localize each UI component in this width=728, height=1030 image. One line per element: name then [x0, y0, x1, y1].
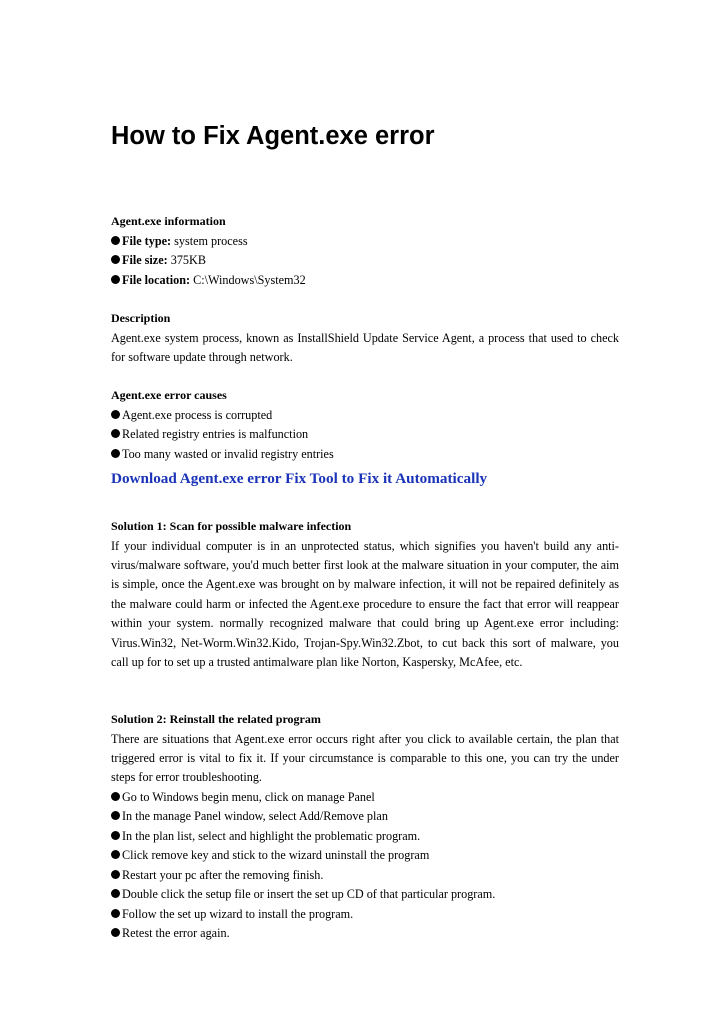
- step-text: Double click the setup file or insert the set up CD of that particular program.: [122, 887, 496, 902]
- bullet-icon: [111, 811, 120, 820]
- step-item: [111, 885, 619, 905]
- bullet-icon: [111, 889, 120, 898]
- info-value: 375KB: [170, 253, 206, 267]
- bullet-icon: [111, 410, 120, 419]
- info-item-file-type: [111, 232, 619, 252]
- bullet-icon: [111, 850, 120, 859]
- info-value: C:\Windows\System32: [193, 272, 306, 287]
- step-text: Follow the set up wizard to install the program.: [122, 906, 354, 921]
- info-item-file-location: [111, 271, 619, 291]
- step-item: [111, 788, 619, 808]
- info-label: File type:: [122, 233, 172, 248]
- info-label: File location:: [122, 272, 191, 287]
- step-text: Retest the error again.: [122, 926, 230, 941]
- info-item-file-size: [111, 251, 619, 271]
- info-value: system process: [174, 233, 248, 248]
- cause-item: [111, 445, 619, 465]
- page-title: How to Fix Agent.exe error: [111, 122, 435, 150]
- step-text: Go to Windows begin menu, click on manage Panel: [122, 789, 375, 804]
- bullet-icon: [111, 792, 120, 801]
- solution1-section: [111, 517, 619, 672]
- cause-item: [111, 425, 619, 445]
- step-item: [111, 846, 619, 866]
- bullet-icon: [111, 236, 120, 245]
- step-item: [111, 924, 619, 944]
- solution1-heading: Solution 1: Scan for possible malware infection: [111, 519, 352, 533]
- info-section: [111, 212, 619, 290]
- cause-text: Too many wasted or invalid registry entries: [122, 446, 334, 461]
- download-fix-tool-link[interactable]: Download Agent.exe error Fix Tool to Fix it Automatically: [111, 470, 488, 487]
- solution1-text: If your individual computer is in an unprotected status, which signifies you haven't build any anti-virus/malware software, you'd much better first look at the malware situation in your computer, the aim is simple, once the Agent.exe was brought on by malware infection, it will not be repaired definitely as the malware could harm or infected the Agent.exe procedure to ensure the fact that error will reappear within your system. normally recognized malware that could bring up Agent.exe error including: Virus.Win32, Net-Worm.Win32.Kido, Trojan-Spy.Win32.Zbot, to cut back this sort of malware, you call up for to set up a trusted antimalware plan like Norton, Kaspersky, McAfee, etc.: [111, 538, 619, 669]
- bullet-icon: [111, 449, 120, 458]
- description-heading: Description: [111, 311, 171, 325]
- info-heading: Agent.exe information: [111, 214, 226, 228]
- cause-text: Agent.exe process is corrupted: [122, 407, 273, 422]
- solution2-heading: Solution 2: Reinstall the related program: [111, 712, 321, 726]
- bullet-icon: [111, 255, 120, 264]
- step-text: Restart your pc after the removing finish.: [122, 867, 324, 882]
- bullet-icon: [111, 909, 120, 918]
- step-text: In the plan list, select and highlight the problematic program.: [122, 828, 421, 843]
- solution2-text: There are situations that Agent.exe error occurs right after you click to available certain, the plan that triggered error is vital to fix it. If your circumstance is comparable to this one, you can try the under steps for error troubleshooting.: [111, 731, 619, 785]
- description-text: Agent.exe system process, known as InstallShield Update Service Agent, a process that used to check for software update through network.: [111, 330, 619, 364]
- bullet-icon: [111, 928, 120, 937]
- causes-heading: Agent.exe error causes: [111, 388, 227, 402]
- step-text: Click remove key and stick to the wizard uninstall the program: [122, 848, 430, 863]
- bullet-icon: [111, 429, 120, 438]
- causes-section: [111, 386, 619, 464]
- info-label: File size:: [122, 253, 168, 267]
- description-section: [111, 309, 619, 367]
- step-item: [111, 807, 619, 827]
- cause-item: [111, 406, 619, 426]
- step-item: [111, 827, 619, 847]
- step-item: [111, 866, 619, 886]
- step-text: In the manage Panel window, select Add/Remove plan: [122, 809, 388, 824]
- bullet-icon: [111, 831, 120, 840]
- bullet-icon: [111, 275, 120, 284]
- cause-text: Related registry entries is malfunction: [122, 427, 309, 441]
- bullet-icon: [111, 870, 120, 879]
- step-item: [111, 905, 619, 925]
- solution2-section: [111, 710, 619, 944]
